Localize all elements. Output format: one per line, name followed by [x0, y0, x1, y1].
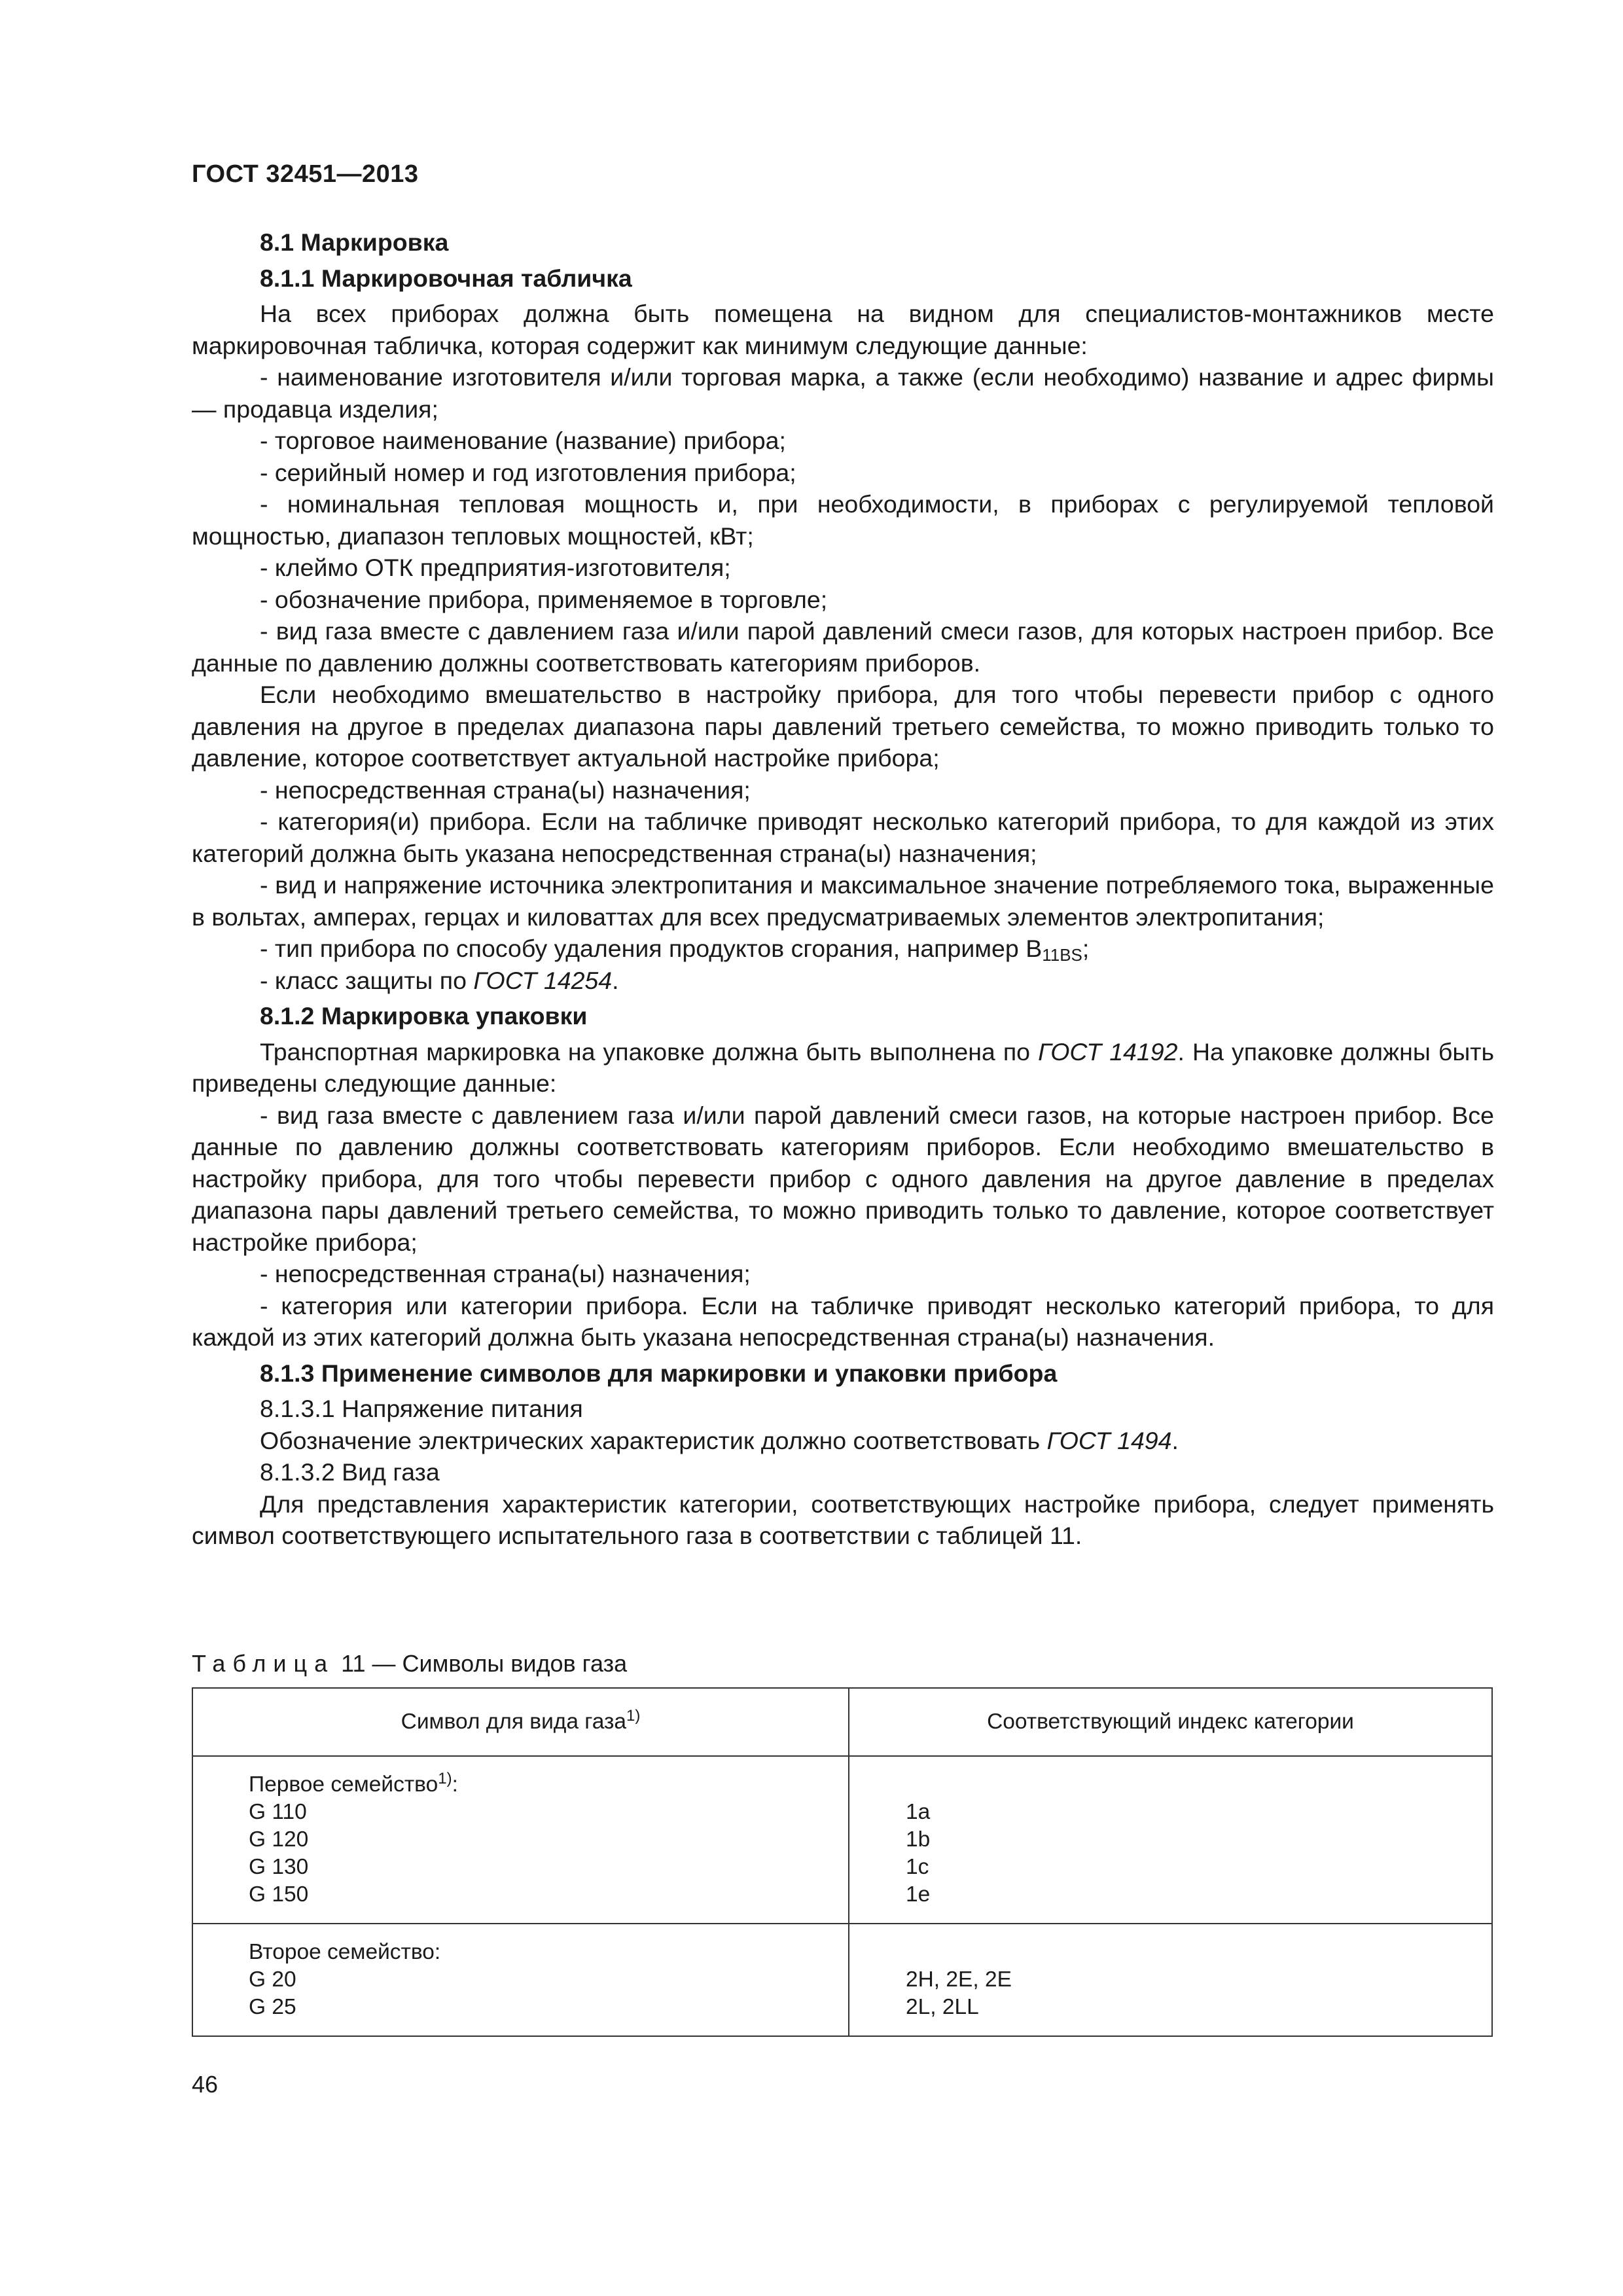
- flue-type-subscript: 11BS: [1042, 945, 1082, 965]
- family-name: Первое семейство: [249, 1772, 438, 1797]
- category-index: 2L, 2LL: [905, 1995, 979, 2019]
- gas-symbol: G 25: [249, 1995, 296, 2019]
- indices-cell: [849, 1756, 1492, 1924]
- family-title: [249, 1771, 848, 1799]
- gas-symbol: G 150: [249, 1882, 309, 1907]
- list-item-flue-type: [192, 933, 1494, 965]
- list-item: - непосредственная страна(ы) назначения;: [260, 1260, 751, 1287]
- clause-8-1-3-2-text: Для представления характеристик категории, соответствующих настройке прибора, следует применять символ соответствующего испытательного газа в соответствии с таблицей 11.: [192, 1490, 1494, 1549]
- clause-8-1-3-1-title: 8.1.3.1 Напряжение питания: [260, 1395, 583, 1422]
- gost-reference: ГОСТ 14192: [1038, 1037, 1178, 1066]
- list-item: - торговое наименование (название) прибора;: [260, 427, 786, 454]
- list-item: - серийный номер и год изготовления прибора;: [260, 458, 796, 486]
- section-8-1-title: 8.1 Маркировка: [260, 228, 449, 256]
- protection-class-text: - класс защиты по: [260, 966, 474, 994]
- header-text: Символ для вида газа: [401, 1710, 626, 1734]
- family-suffix: :: [452, 1772, 458, 1797]
- symbols-cell: [192, 1756, 849, 1924]
- gas-symbol: G 120: [249, 1827, 309, 1852]
- section-8-1-2-intro: [192, 1036, 1494, 1100]
- flue-type-text: - тип прибора по способу удаления продуктов сгорания, например B: [260, 935, 1043, 962]
- gas-symbol: G 130: [249, 1855, 309, 1879]
- list-item: - вид газа вместе с давлением газа и/или парой давлений смеси газов, для которых настроен прибор. Все данные по давлению должны соответствовать категориям приборов.: [192, 617, 1494, 677]
- category-index: 1b: [905, 1827, 931, 1852]
- section-8-1-3-title: 8.1.3 Применение символов для маркировки и упаковки прибора: [260, 1359, 1058, 1387]
- table-caption: [192, 1650, 627, 1677]
- section-8-1-1-intro: На всех приборах должна быть помещена на видном для специалистов-монтажников месте маркировочная табличка, которая содержит как минимум следующие данные:: [192, 300, 1494, 359]
- list-item: - вид и напряжение источника электропитания и максимальное значение потребляемого тока, выраженные в вольтах, амперах, герцах и киловаттах для всех предусматриваемых элементов электропитания;: [192, 871, 1494, 931]
- gost-reference: ГОСТ 1494: [1046, 1426, 1172, 1454]
- section-8-1-2-title: 8.1.2 Маркировка упаковки: [260, 1002, 588, 1030]
- clause-text: Обозначение электрических характеристик должно соответствовать: [260, 1426, 1047, 1454]
- gas-symbols-table: [192, 1687, 1493, 2037]
- clause-suffix: .: [1171, 1426, 1179, 1454]
- list-item: - категория(и) прибора. Если на табличке приводят несколько категорий прибора, то для каждой из этих категорий должна быть указана непосредственная страна(ы) назначения;: [192, 808, 1494, 867]
- section-8-1-1-title: 8.1.1 Маркировочная табличка: [260, 264, 632, 292]
- list-item: - непосредственная страна(ы) назначения;: [260, 776, 751, 804]
- page-number: 46: [192, 2071, 219, 2098]
- table-row: [192, 1924, 1492, 2036]
- list-item: - номинальная тепловая мощность и, при необходимости, в приборах с регулируемой тепловой мощностью, диапазон тепловых мощностей, кВт;: [192, 490, 1494, 550]
- category-index: 2H, 2E, 2E: [905, 1967, 1012, 1992]
- main-content: [192, 223, 1494, 1552]
- table-caption-title: 11 — Символы видов газа: [334, 1650, 628, 1677]
- gas-symbol: G 110: [249, 1800, 307, 1824]
- standard-header: ГОСТ 32451—2013: [192, 160, 419, 188]
- list-item: - клеймо ОТК предприятия-изготовителя;: [260, 554, 731, 581]
- gas-symbol: G 20: [249, 1967, 296, 1992]
- flue-type-suffix: ;: [1082, 935, 1090, 962]
- category-index: 1c: [905, 1855, 929, 1879]
- table-caption-word: Таблица: [192, 1650, 335, 1677]
- intro-text: Транспортная маркировка на упаковке должна быть выполнена по: [260, 1037, 1039, 1066]
- list-item: - вид газа вместе с давлением газа и/или парой давлений смеси газов, на которые настроен прибор. Все данные по давлению должны соответствовать категориям приборов. Если необходимо вмешательство в настройку прибора, для того чтобы перевести прибор с одного давления на другое давление в пределах диапазона пары давлений третьего семейства, то можно приводить только то давление, которое соответствует настройке прибора;: [192, 1101, 1494, 1256]
- gost-reference: ГОСТ 14254: [473, 966, 613, 994]
- footnote-marker: 1): [626, 1706, 641, 1725]
- footnote-marker: 1): [438, 1769, 452, 1787]
- clause-8-1-3-1-text: [192, 1425, 1494, 1457]
- list-item-protection-class: [192, 965, 1494, 997]
- column-header-gas-symbol: [192, 1688, 849, 1756]
- symbols-cell: [192, 1924, 849, 2036]
- family-name: Второе семейство:: [249, 1940, 441, 1964]
- category-index: 1e: [905, 1882, 931, 1907]
- table-header-row: [192, 1688, 1492, 1756]
- indices-cell: [849, 1924, 1492, 2036]
- list-item: - наименование изготовителя и/или торговая марка, а также (если необходимо) название и адрес фирмы — продавца изделия;: [192, 363, 1494, 423]
- clause-8-1-3-2-title: 8.1.3.2 Вид газа: [260, 1458, 440, 1486]
- list-item: - категория или категории прибора. Если на табличке приводят несколько категорий прибора, то для каждой из этих категорий должна быть указана непосредственная страна(ы) назначения.: [192, 1291, 1494, 1351]
- list-item: Если необходимо вмешательство в настройку прибора, для того чтобы перевести прибор с одного давления на другое в пределах диапазона пары давлений третьего семейства, то можно приводить только то давление, которое соответствует актуальной настройке прибора;: [192, 681, 1494, 772]
- protection-class-suffix: .: [612, 966, 619, 994]
- list-item: - обозначение прибора, применяемое в торговле;: [260, 585, 828, 613]
- column-header-category-index: Соответствующий индекс категории: [849, 1688, 1492, 1756]
- table-row: [192, 1756, 1492, 1924]
- category-index: 1a: [905, 1800, 931, 1824]
- family-title: [249, 1939, 848, 1966]
- intro-suffix: . На упаковке должны быть приведены следующие данные:: [192, 1037, 1494, 1097]
